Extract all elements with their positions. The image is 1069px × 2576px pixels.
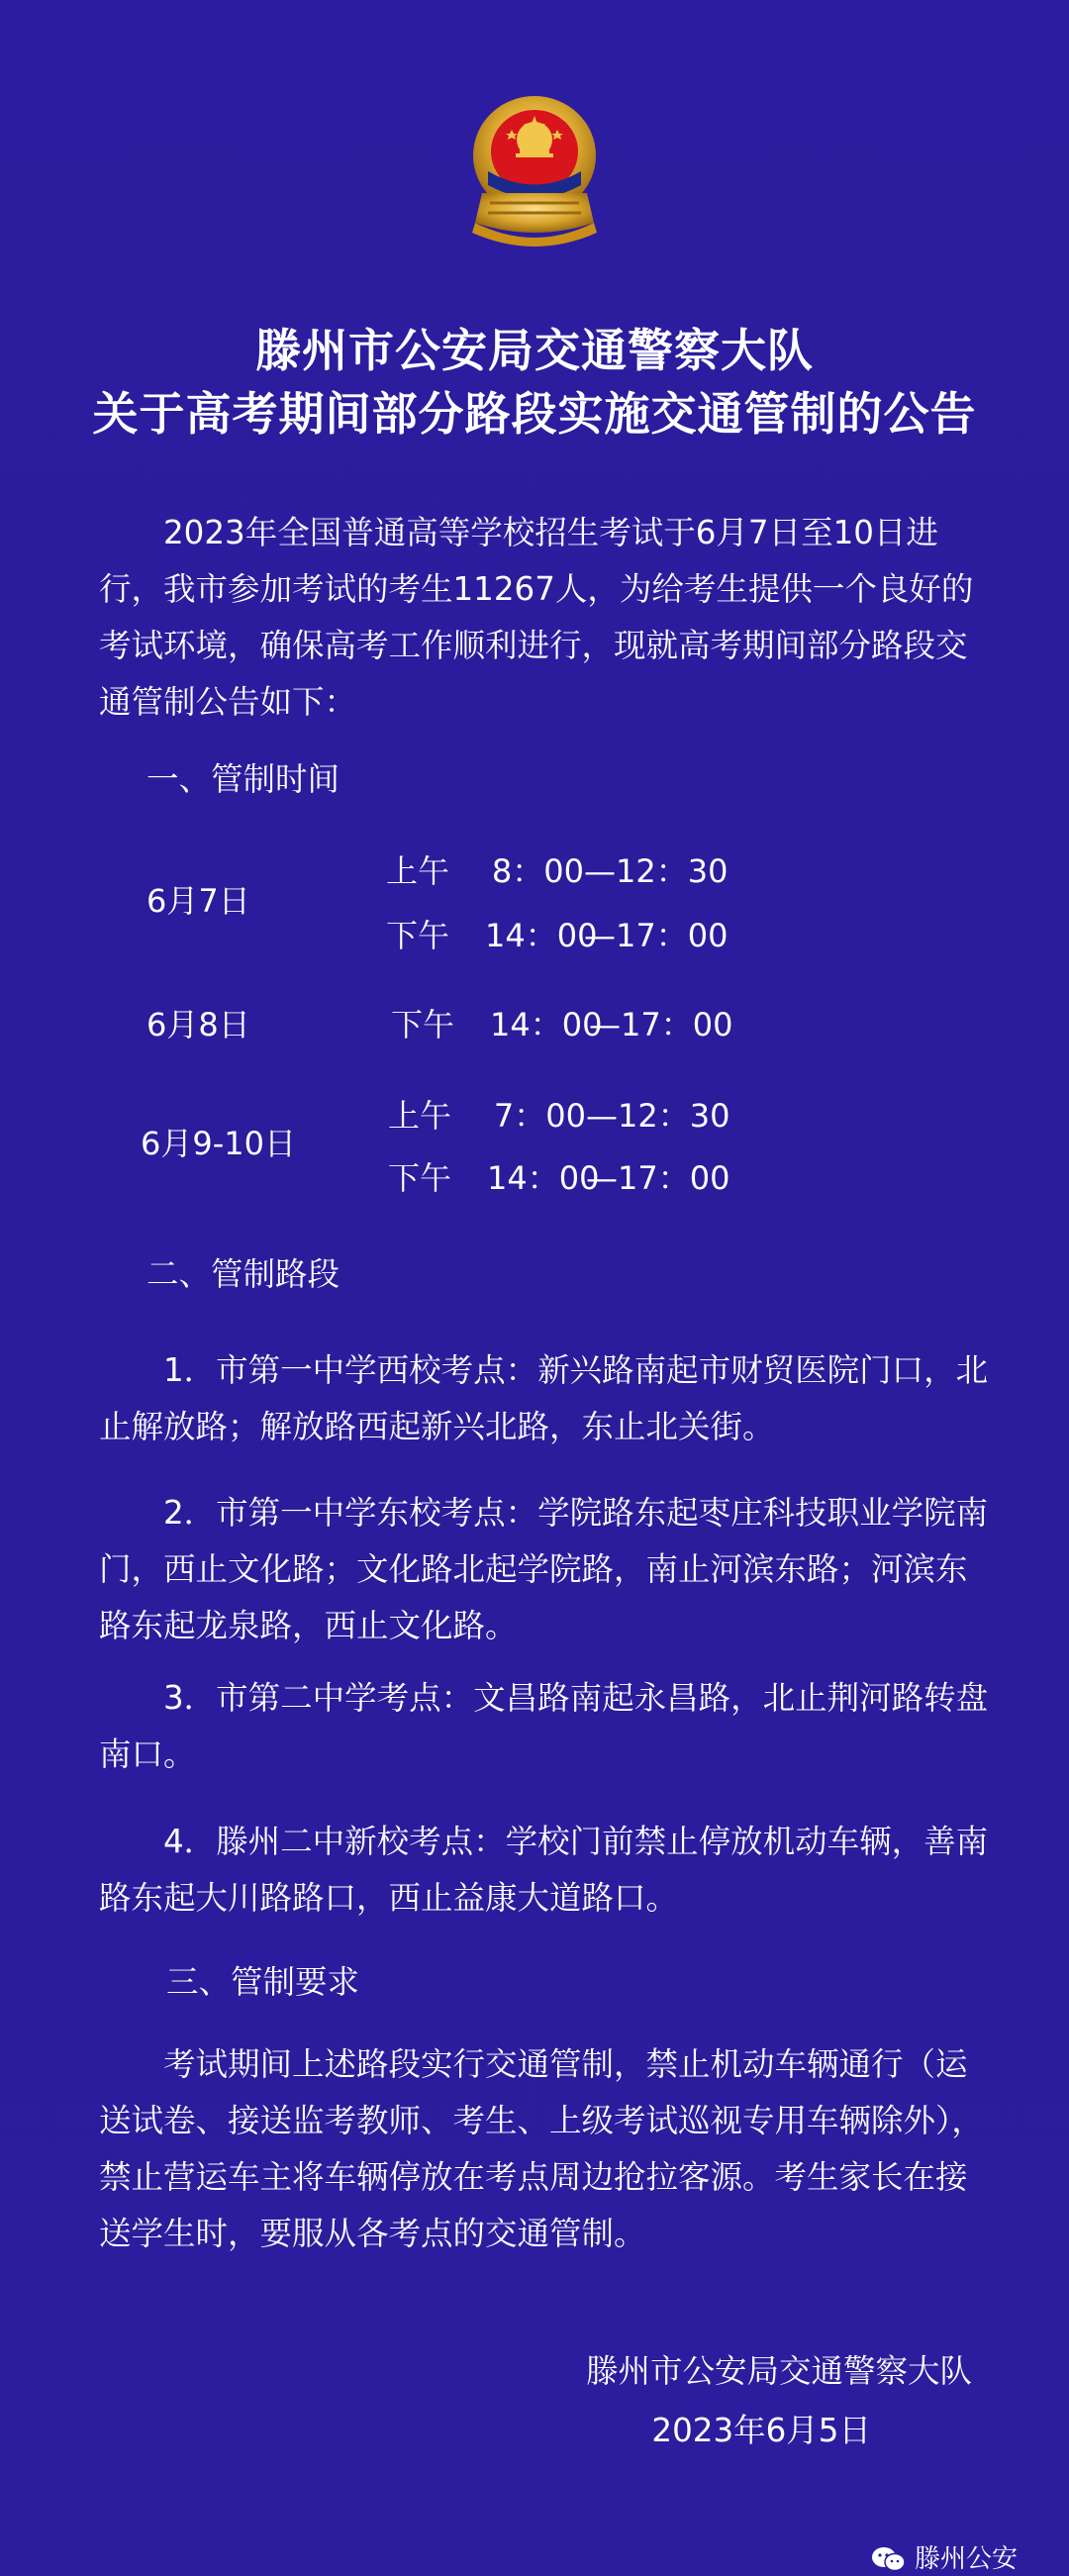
schedule-end: —17：00 bbox=[584, 917, 729, 954]
road-item: 2．市第一中学东校考点：学院路东起枣庄科技职业学院南门，西止文化路；文化路北起学院路，南止河滨东路；河滨东路东起龙泉路，西止文化路。 bbox=[99, 1494, 989, 1644]
road-item: 4．滕州二中新校考点：学校门前禁止停放机动车辆，善南路东起大川路路口，西止益康大道路口。 bbox=[99, 1823, 989, 1917]
signature-date: 2023年6月5日 bbox=[651, 2412, 871, 2449]
section3-heading: 三、管制要求 bbox=[166, 1963, 360, 2001]
schedule-row bbox=[388, 1156, 729, 1200]
schedule-end: —17：00 bbox=[586, 1159, 730, 1197]
schedule-row bbox=[391, 1003, 732, 1046]
intro-paragraph: 2023年全国普通高等学校招生考试于6月7日至10日进行，我市参加考试的考生11267人，为给考生提供一个良好的考试环境，确保高考工作顺利进行，现就高考期间部分路段交通管制公告如下： bbox=[99, 514, 974, 721]
road-item: 1．市第一中学西校考点：新兴路南起市财贸医院门口，北止解放路；解放路西起新兴北路，东止北关街。 bbox=[99, 1351, 989, 1445]
schedule-date: 6月9-10日 bbox=[141, 1125, 296, 1162]
schedule-start: 14：00 bbox=[490, 1006, 603, 1043]
police-emblem-icon bbox=[460, 94, 609, 248]
schedule-end: —17：00 bbox=[589, 1006, 733, 1043]
schedule-period: 下午 bbox=[386, 917, 450, 954]
schedule-start: 7：00 bbox=[493, 1097, 586, 1135]
road-item: 3．市第二中学考点：文昌路南起永昌路，北止荆河路转盘南口。 bbox=[99, 1679, 989, 1773]
schedule-period: 下午 bbox=[391, 1006, 455, 1043]
schedule-start: 8：00 bbox=[491, 852, 584, 890]
schedule-period: 上午 bbox=[388, 1097, 452, 1135]
schedule-start: 14：00 bbox=[487, 1159, 600, 1197]
schedule-end: —12：30 bbox=[586, 1097, 730, 1135]
schedule-start: 14：00 bbox=[485, 917, 598, 954]
watermark-text: 滕州公安 bbox=[915, 2544, 1019, 2574]
schedule-date: 6月8日 bbox=[146, 1006, 250, 1043]
schedule-period: 上午 bbox=[386, 852, 450, 890]
requirements-paragraph: 考试期间上述路段实行交通管制，禁止机动车辆通行（运送试卷、接送监考教师、考生、上级考试巡视专用车辆除外），禁止营运车主将车辆停放在考点周边抢拉客源。考生家长在接送学生时，要服从各考点的交通管制。 bbox=[99, 2045, 984, 2252]
notice-title-line1: 滕州市公安局交通警察大队 bbox=[255, 324, 814, 377]
section1-heading: 一、管制时间 bbox=[146, 760, 340, 798]
schedule-period: 下午 bbox=[388, 1159, 452, 1197]
schedule-row bbox=[386, 914, 728, 957]
signature-org: 滕州市公安局交通警察大队 bbox=[585, 2352, 972, 2390]
schedule-date: 6月7日 bbox=[146, 882, 250, 920]
schedule-end: —12：30 bbox=[584, 852, 729, 890]
schedule-row bbox=[386, 849, 728, 893]
notice-title-line2: 关于高考期间部分路段实施交通管制的公告 bbox=[92, 387, 977, 441]
schedule-row bbox=[388, 1094, 729, 1138]
section2-heading: 二、管制路段 bbox=[146, 1255, 340, 1293]
wechat-icon bbox=[871, 2546, 907, 2572]
account-watermark bbox=[871, 2542, 1018, 2576]
